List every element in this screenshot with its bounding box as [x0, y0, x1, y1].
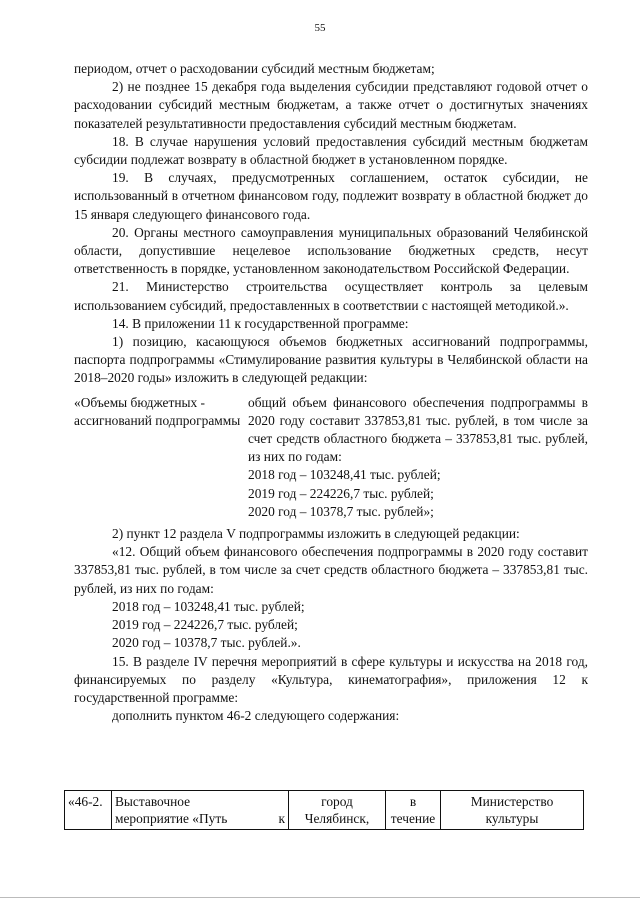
- event-text: мероприятие «Путь: [115, 811, 228, 826]
- year-line: 2018 год – 103248,41 тыс. рублей;: [248, 467, 441, 483]
- passport-label: «Объемы бюджетных - ассигнований подпрограммы: [74, 394, 241, 428]
- event-line: [115, 810, 285, 827]
- measures-table: [64, 790, 584, 830]
- table-row: [65, 791, 584, 830]
- paragraph: периодом, отчет о расходовании субсидий местным бюджетам;: [74, 61, 435, 76]
- year-line: 2020 год – 10378,7 тыс. рублей»;: [248, 503, 434, 519]
- paragraph: 18. В случае нарушения условий предоставления субсидий местным бюджетам субсидии подлежат возврату в областной бюджет в установленном порядке.: [74, 133, 588, 168]
- paragraph: 19. В случаях, предусмотренных соглашением, остаток субсидии, не использованный в отчетном финансовом году, подлежит возврату в областной бюджет до 15 января следующего финансового года.: [74, 170, 588, 222]
- paragraph: «12. Общий объем финансового обеспечения подпрограммы в 2020 году составит 337853,81 тыс. рублей, в том числе за счет средств областного бюджета – 337853,81 тыс. рублей, из них по годам:: [74, 544, 588, 596]
- term-line: в: [409, 794, 417, 809]
- term-line: течение: [390, 811, 436, 826]
- cell-place: [289, 791, 386, 830]
- page-number: 55: [314, 22, 326, 34]
- paragraph: 15. В разделе IV перечня мероприятий в сфере культуры и искусства на 2018 год, финансируемых по разделу «Культура, кинематография», приложения 12 к государственной программе:: [74, 653, 588, 705]
- paragraph: 2) не позднее 15 декабря года выделения субсидии представляют годовой отчет о расходовании субсидий местным бюджетам, а также отчет о достигнутых значениях показателей результативности предоставления субсидий местным бюджетам.: [74, 79, 588, 131]
- passport-block: [74, 394, 588, 521]
- document-body: [74, 60, 588, 725]
- year-line: 2019 год – 224226,7 тыс. рублей;: [248, 485, 434, 501]
- paragraph: 14. В приложении 11 к государственной программе:: [112, 315, 409, 331]
- executor-line: культуры: [485, 811, 539, 826]
- place-line: город: [321, 794, 353, 809]
- year-line: 2018 год – 103248,41 тыс. рублей;: [112, 598, 305, 614]
- cell-term: [386, 791, 441, 830]
- passport-years: [248, 466, 588, 521]
- passport-text: общий объем финансового обеспечения подпрограммы в 2020 году составит 337853,81 тыс. рублей, в том числе за счет средств областного бюджета – 337853,81 тыс. рублей, из них по годам:: [248, 394, 588, 465]
- page-edge-divider: [0, 897, 640, 898]
- event-text: к: [278, 811, 285, 826]
- paragraph: 2) пункт 12 раздела V подпрограммы изложить в следующей редакции:: [112, 526, 520, 542]
- paragraph: 20. Органы местного самоуправления муниципальных образований Челябинской области, допустившие нецелевое использование бюджетных средств, несут ответственность в порядке, установленном законодательством Российской Федерации.: [74, 224, 588, 277]
- place-line: Челябинск,: [304, 811, 370, 826]
- year-line: 2019 год – 224226,7 тыс. рублей;: [112, 617, 298, 633]
- cell-executor: [441, 791, 584, 830]
- cell-event: [112, 791, 289, 830]
- paragraph: 1) позицию, касающуюся объемов бюджетных ассигнований подпрограммы, паспорта подпрограммы «Стимулирование развития культуры в Челябинской области на 2018–2020 годы» изложить в следующей редакции:: [74, 334, 588, 386]
- cell-number: «46-2.: [65, 791, 112, 830]
- passport-value: [248, 394, 588, 521]
- event-line: Выставочное: [115, 794, 191, 809]
- year-line: 2020 год – 10378,7 тыс. рублей.».: [112, 635, 301, 651]
- executor-line: Министерство: [470, 794, 554, 809]
- paragraph: дополнить пунктом 46-2 следующего содержания:: [112, 708, 400, 724]
- paragraph: 21. Министерство строительства осуществляет контроль за целевым использованием субсидий, предоставленных в соответствии с настоящей методикой.».: [74, 279, 588, 313]
